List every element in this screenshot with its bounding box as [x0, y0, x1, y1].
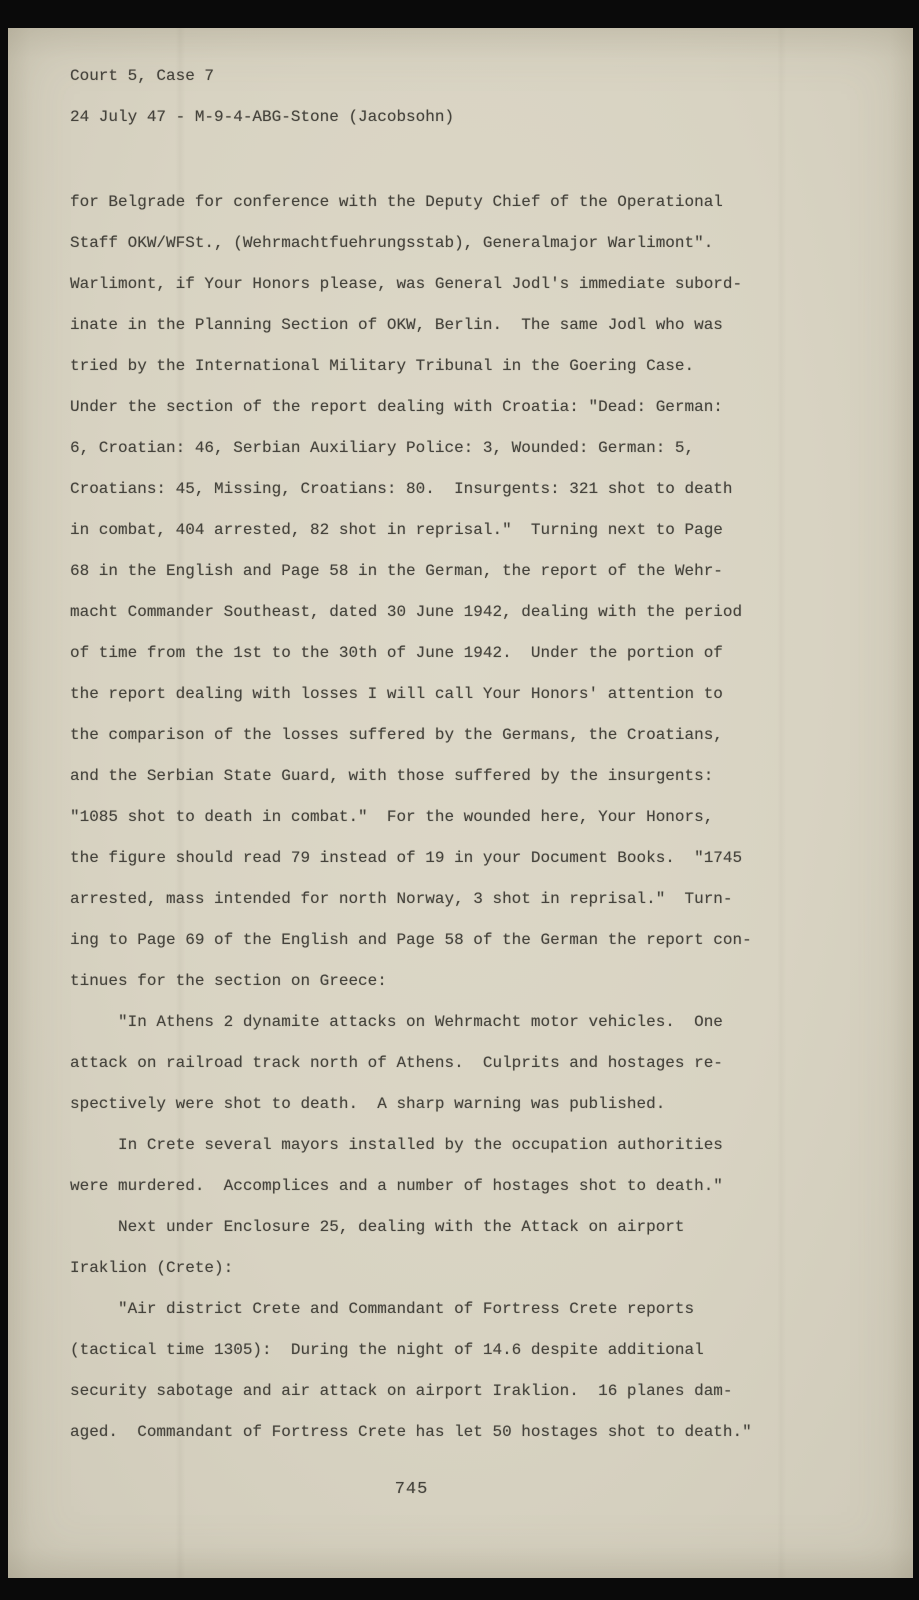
typed-line: for Belgrade for conference with the Deputy Chief of the Operational [70, 193, 723, 211]
transcript-body [70, 182, 863, 1453]
typed-line: inate in the Planning Section of OKW, Berlin. The same Jodl who was [70, 316, 723, 334]
typed-content [8, 28, 913, 1510]
typed-line: "In Athens 2 dynamite attacks on Wehrmacht motor vehicles. One [70, 1013, 723, 1031]
paper-sheet [8, 28, 913, 1578]
typed-line: Croatians: 45, Missing, Croatians: 80. Insurgents: 321 shot to death [70, 480, 733, 498]
typed-line: and the Serbian State Guard, with those suffered by the insurgents: [70, 767, 714, 785]
typed-line: were murdered. Accomplices and a number of hostages shot to death." [70, 1177, 723, 1195]
typed-line: 68 in the English and Page 58 in the German, the report of the Wehr- [70, 562, 723, 580]
typed-line: the comparison of the losses suffered by the Germans, the Croatians, [70, 726, 723, 744]
typed-line: ing to Page 69 of the English and Page 58 of the German the report con- [70, 931, 752, 949]
typed-line: attack on railroad track north of Athens. Culprits and hostages re- [70, 1054, 723, 1072]
typed-line: macht Commander Southeast, dated 30 June 1942, dealing with the period [70, 603, 743, 621]
typed-line: arrested, mass intended for north Norway, 3 shot in reprisal." Turn- [70, 890, 733, 908]
typed-line: in combat, 404 arrested, 82 shot in reprisal." Turning next to Page [70, 521, 723, 539]
case-title: Court 5, Case 7 [70, 67, 215, 85]
typed-line: In Crete several mayors installed by the occupation authorities [70, 1136, 723, 1154]
typed-line: the figure should read 79 instead of 19 in your Document Books. "1745 [70, 849, 743, 867]
typed-line: security sabotage and air attack on airport Iraklion. 16 planes dam- [70, 1382, 733, 1400]
typed-line: 6, Croatian: 46, Serbian Auxiliary Police: 3, Wounded: German: 5, [70, 439, 695, 457]
typed-line: Iraklion (Crete): [70, 1259, 234, 1277]
typed-line: the report dealing with losses I will call Your Honors' attention to [70, 685, 723, 703]
typed-line: Warlimont, if Your Honors please, was General Jodl's immediate subord- [70, 275, 743, 293]
typed-line: Under the section of the report dealing with Croatia: "Dead: German: [70, 398, 723, 416]
typed-line: spectively were shot to death. A sharp warning was published. [70, 1095, 666, 1113]
typed-line: "1085 shot to death in combat." For the wounded here, Your Honors, [70, 808, 714, 826]
typed-line: "Air district Crete and Commandant of Fortress Crete reports [70, 1300, 695, 1318]
typed-line: (tactical time 1305): During the night of 14.6 despite additional [70, 1341, 704, 1359]
date-reporter-line: 24 July 47 - M-9-4-ABG-Stone (Jacobsohn) [70, 108, 455, 126]
typed-line: Next under Enclosure 25, dealing with the Attack on airport [70, 1218, 685, 1236]
typed-line: of time from the 1st to the 30th of June 1942. Under the portion of [70, 644, 723, 662]
typed-line: tried by the International Military Tribunal in the Goering Case. [70, 357, 695, 375]
typed-line: aged. Commandant of Fortress Crete has let 50 hostages shot to death." [70, 1423, 752, 1441]
document-header [70, 56, 863, 138]
typed-line: Staff OKW/WFSt., (Wehrmachtfuehrungsstab), Generalmajor Warlimont". [70, 234, 714, 252]
page-number: 745 [394, 1480, 429, 1499]
typed-line: tinues for the section on Greece: [70, 972, 387, 990]
